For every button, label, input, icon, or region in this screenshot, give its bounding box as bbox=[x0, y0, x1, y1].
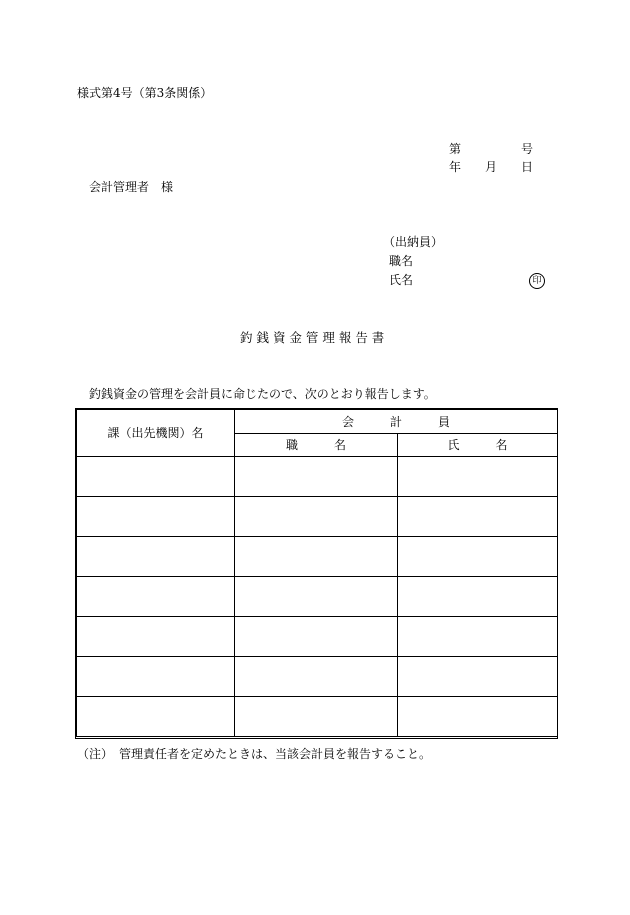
name-cell[interactable] bbox=[398, 697, 558, 737]
col-name-header: 氏 名 bbox=[398, 434, 558, 457]
seal-icon: 印 bbox=[529, 272, 545, 289]
title-cell[interactable] bbox=[235, 497, 398, 537]
title-cell[interactable] bbox=[235, 457, 398, 497]
title-cell[interactable] bbox=[235, 657, 398, 697]
name-cell[interactable] bbox=[398, 657, 558, 697]
dept-cell[interactable] bbox=[77, 697, 235, 737]
title-cell[interactable] bbox=[235, 577, 398, 617]
title-cell[interactable] bbox=[235, 617, 398, 657]
name-cell[interactable] bbox=[398, 577, 558, 617]
document-title: 釣 銭 資 金 管 理 報 告 書 bbox=[240, 330, 385, 345]
name-cell[interactable] bbox=[398, 537, 558, 577]
table-row bbox=[77, 537, 558, 577]
dept-cell[interactable] bbox=[77, 497, 235, 537]
table-row bbox=[77, 697, 558, 737]
dept-cell[interactable] bbox=[77, 577, 235, 617]
dept-cell[interactable] bbox=[77, 537, 235, 577]
title-cell[interactable] bbox=[235, 537, 398, 577]
name-cell[interactable] bbox=[398, 457, 558, 497]
sender-title: 職名 bbox=[389, 254, 414, 268]
title-cell[interactable] bbox=[235, 697, 398, 737]
sender-dept: （出納員） bbox=[383, 235, 444, 249]
number-prefix: 第 bbox=[449, 142, 462, 156]
col-title-header: 職 名 bbox=[235, 434, 398, 457]
table-row bbox=[77, 657, 558, 697]
table-row bbox=[77, 457, 558, 497]
name-cell[interactable] bbox=[398, 497, 558, 537]
dept-cell[interactable] bbox=[77, 617, 235, 657]
date-month: 月 bbox=[485, 160, 498, 174]
body-text: 釣銭資金の管理を会計員に命じたので、次のとおり報告します。 bbox=[89, 387, 436, 401]
addressee: 会計管理者 様 bbox=[89, 180, 174, 194]
form-id: 様式第4号（第3条関係） bbox=[77, 86, 213, 100]
date-day: 日 bbox=[521, 160, 534, 174]
date-year: 年 bbox=[449, 160, 462, 174]
note: （注） 管理責任者を定めたときは、当該会計員を報告すること。 bbox=[77, 747, 432, 761]
col-dept-header: 課（出先機関）名 bbox=[77, 410, 235, 457]
staff-table bbox=[76, 409, 558, 737]
name-cell[interactable] bbox=[398, 617, 558, 657]
group-header: 会 計 員 bbox=[235, 410, 558, 434]
table-row bbox=[77, 577, 558, 617]
table-row bbox=[77, 617, 558, 657]
sender-name: 氏名 bbox=[389, 273, 414, 287]
table-row bbox=[77, 497, 558, 537]
dept-cell[interactable] bbox=[77, 657, 235, 697]
dept-cell[interactable] bbox=[77, 457, 235, 497]
number-suffix: 号 bbox=[521, 142, 534, 156]
